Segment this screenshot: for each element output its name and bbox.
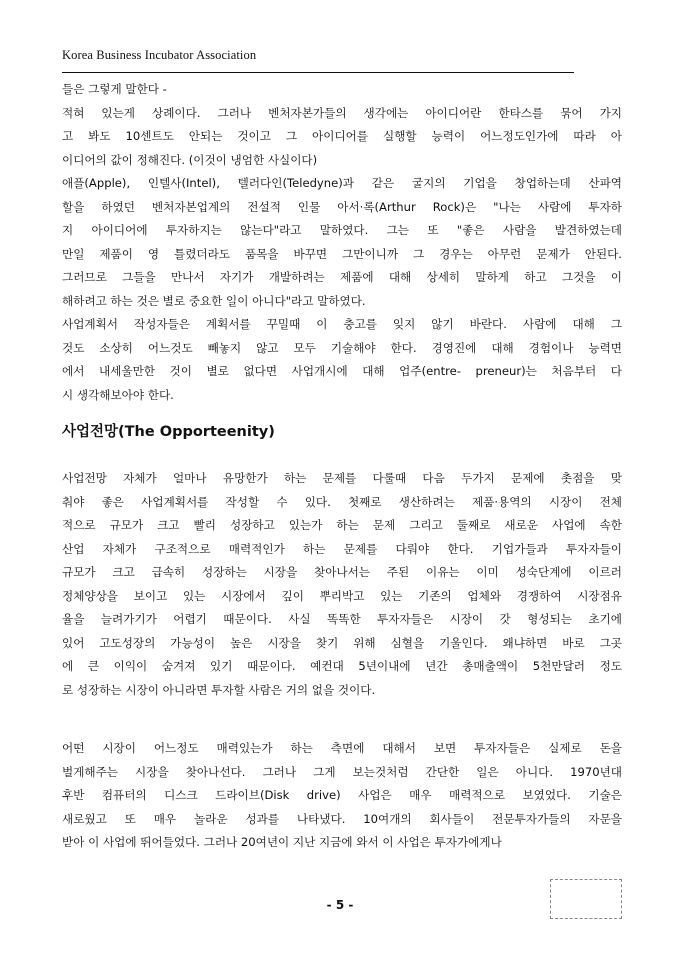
text-line: 벌게해주는 시장을 찾아나선다. 그러나 그게 보는것처럼 간단한 일은 아니다. 1970년대 [62,764,622,779]
text-line: 그러므로 그들을 만나서 자기가 개발하려는 제품에 대해 상세히 말하게 하고 그것을 이 [62,270,622,284]
text-line: 에서 내세울만한 것이 별로 없다면 사업개시에 대해 업주(entre- preneur)는 처음부터 다 [62,364,622,378]
section-heading: 사업전망(The Opporteenity) [62,424,275,440]
text-line: 사업전망 자체가 얼마나 유망한가 하는 문제를 다룰때 다음 두가지 문제에 촛점을 맞 [62,471,622,485]
page-number: - 5 - [326,898,354,912]
text-line: 춰야 좋은 사업계획서를 작성할 수 있다. 첫째로 생산하려는 제품·용역의 시장이 전체 [62,494,622,509]
text-line: 어떤 시장이 어느정도 매력있는가 하는 측면에 대해서 보면 투자자들은 실제로 돈을 [62,741,622,755]
text-line: 것도 소상히 어느것도 빼놓지 않고 모두 기술해야 한다. 경영진에 대해 경험이나 능력면 [62,340,622,355]
text-line: 이디어의 값이 정해진다. (이것이 냉엄한 사실이다) [62,152,318,167]
text-line: 산업 자체가 구조적으로 매력적인가 하는 문제를 다뤄야 한다. 기업가들과 투자자들이 [62,541,622,556]
header-title: Korea Business Incubator Association [62,48,257,62]
paragraph [62,102,622,173]
text-line: 들은 그렇게 말한다 - [62,82,167,96]
text-line: 있어 고도성장의 가능성이 높은 시장을 찾기 위해 심혈을 기울인다. 왜냐하면 바로 그곳 [62,635,622,650]
paragraph [62,467,622,702]
text-line: 할을 하였던 벤처자본업계의 전설적 인물 아서·록(Arthur Rock)은 "나는 사람에 투자하 [62,199,622,214]
text-line: 애플(Apple), 인텔사(Intel), 텔러다인(Teledyne)과 같은 굴지의 기업을 창업하는데 산파역 [62,176,622,190]
text-line: 지 아이디어에 투자하지는 않는다"라고 말하였다. 그는 또 "좋은 사람을 발견하였는데 [62,223,622,237]
text-line: 에 큰 이익이 숨겨져 있기 때문이다. 예컨대 5년이내에 년간 총매출액이 5천만달러 정도 [62,659,622,673]
text-line: 받아 이 사업에 뛰어들었다. 그러나 20여년이 지난 지금에 와서 이 사업은 투자가에게나 [62,835,502,849]
paragraph [62,313,622,407]
paragraph [62,172,622,313]
text-line: 적으로 규모가 크고 빨리 성장하고 있는가 하는 문제 그리고 둘째로 새로운 사업에 속한 [62,518,622,532]
text-line: 새로웠고 또 매우 놀라운 성과를 나타냈다. 10여개의 회사들이 전문투자가들의 자문을 [62,811,622,826]
text-line: 고 봐도 10센트도 안되는 것이고 그 아이디어를 실행할 능력이 어느정도인가에 따라 아 [62,129,622,143]
paragraph [62,78,622,102]
text-line: 사업계획서 작성자들은 계획서를 꾸밀때 이 충고를 잊지 않기 바란다. 사람에 대해 그 [62,317,622,331]
text-line: 만일 제품이 영 틀렸더라도 품목을 바꾸면 그만이니까 그 경우는 아무런 문제가 안된다. [62,246,622,261]
text-line: 로 성장하는 시장이 아니라면 투자할 사람은 거의 없을 것이다. [62,682,376,697]
text-line: 후반 컴퓨터의 디스크 드라이브(Disk drive) 사업은 매우 매력적으로 보였었다. 기술은 [62,788,622,802]
text-line: 규모가 크고 급속히 성장하는 시장을 찾아나서는 주된 이유는 이미 성숙단계에 이르러 [62,565,622,579]
text-line: 정체양상을 보이고 있는 시장에서 깊이 뿌리박고 있는 기존의 업체와 경쟁하여 시장점유 [62,588,622,603]
text-line: 율을 늘려가기가 어렵기 때문이다. 사실 똑똑한 투자자들은 시장이 갓 형성되는 초기에 [62,612,622,626]
paragraph [62,737,622,855]
header-divider [62,72,574,73]
text-line: 해하려고 하는 것은 별로 중요한 일이 아니다"라고 말하였다. [62,293,366,308]
text-line: 시 생각해보아야 한다. [62,387,174,402]
text-line: 적혀 있는게 상례이다. 그러나 벤처자본가들의 생각에는 아이디어란 한타스를 묶어 가지 [62,105,622,120]
